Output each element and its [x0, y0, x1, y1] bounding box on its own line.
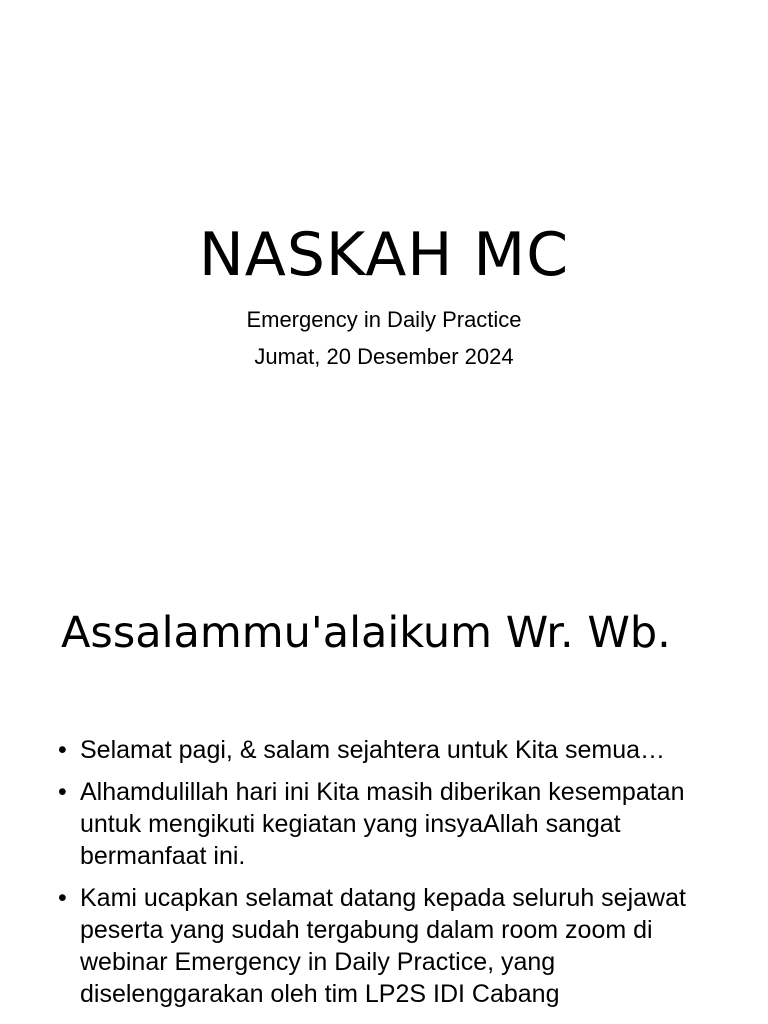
- list-item: [58, 776, 708, 872]
- content-slide: [0, 576, 768, 1024]
- bullet-text: Selamat pagi, & salam sejahtera untuk Kita semua…: [80, 736, 666, 764]
- list-item: [58, 734, 708, 766]
- event-name: Emergency in Daily Practice: [246, 307, 522, 332]
- bullet-icon: •: [58, 778, 67, 806]
- bullet-list: [58, 734, 708, 1020]
- bullet-text: Alhamdulillah hari ini Kita masih diberikan kesempatan untuk mengikuti kegiatan yang insyaAllah sangat bermanfaat ini.: [80, 778, 685, 870]
- bullet-icon: •: [58, 736, 67, 764]
- event-date: Jumat, 20 Desember 2024: [254, 344, 514, 369]
- bullet-text: Kami ucapkan selamat datang kepada seluruh sejawat peserta yang sudah tergabung dalam room zoom di webinar Emergency in Daily Practice, yang diselenggarakan oleh tim LP2S IDI Cabang: [80, 884, 686, 1008]
- list-item: [58, 882, 708, 1010]
- slide-title: NASKAH MC: [198, 220, 570, 290]
- bullet-icon: •: [58, 884, 67, 912]
- greeting-heading: Assalammu'alaikum Wr. Wb.: [61, 608, 671, 658]
